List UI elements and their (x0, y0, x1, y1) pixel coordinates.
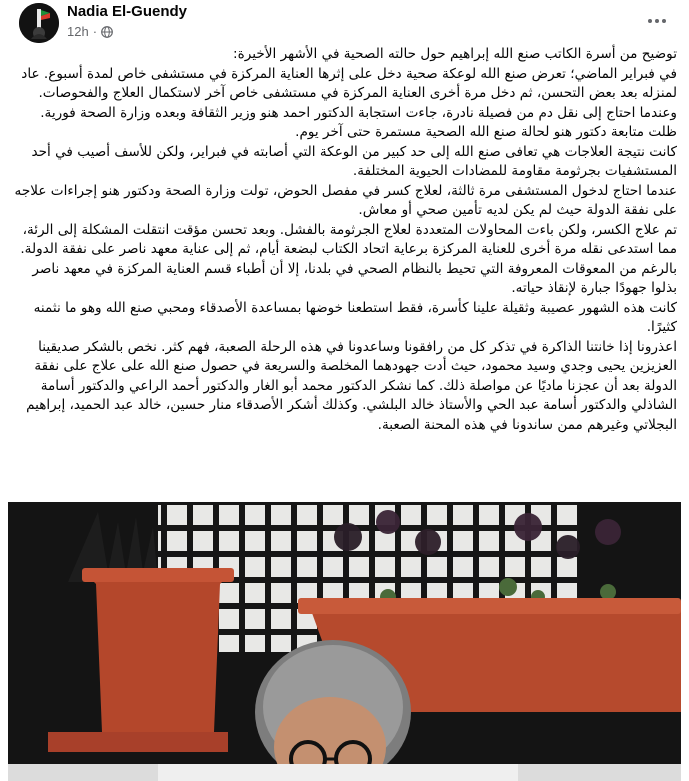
post-paragraph: كانت نتيجة العلاجات هي تعافى صنع الله إلى حد كبير من الوعكة التي أصابته في فبراير، ولكن للأسف أصيب في أحد المستشفيات بجرثومة مقاومة للمضادات الحيوية المختلفة. (31, 143, 677, 179)
post-paragraph: في فبراير الماضي؛ تعرض صنع الله لوعكة صحية دخل على إثرها العناية المركزة في مستشفى خاص لمدة أسبوع. عاد لمنزله بعد بعض التحسن، ثم دخل مرة أخرى العناية المركزة في مستشفى خاص آخر لاستكمال العلاج والفحوصات. (21, 65, 677, 101)
post-paragraph: عندما احتاج لدخول المستشفى مرة ثالثة، لعلاج كسر في مفصل الحوض، تولت وزارة الصحة ودكتور هنو إجراءات علاجه على نفقة الدولة حيث لم يكن لديه تأمين صحي أو معاش. (14, 182, 677, 218)
post-paragraph: بالرغم من المعوقات المعروفة التي تحيط بالنظام الصحي في بلدنا، إلا أن أطباء قسم العناية المركزة في معهد ناصر بذلوا جهودًا جبارة لإنقاذ حياته. (32, 260, 677, 296)
post-photo[interactable] (8, 502, 681, 781)
more-options-icon (662, 19, 666, 23)
post-paragraph: اعذرونا إذا خانتنا الذاكرة في تذكر كل من رافقونا وساعدونا في هذه الرحلة الصعبة، فهم كثر. نخص بالشكر صديقينا العزيزين يحيى وجدي وسيد محمود، حيث أدت جهودهما المخلصة والسريعة في حصول صنع الله على علاج على نفقة الدولة بعد أن عجزنا ماديًا عن مواصلة ذلك. كما نشكر الدكتور محمد أبو الغار والدكتور أحمد الراعي والدكتور أسامة الشاذلي والدكتور أسامة عبد الحي والأستاذ خالد البلشي. وكذلك أشكر الأصدقاء منار حسين، خالد عبد الحميد، إبراهيم البجلاتي وغيرهم ممن ساندونا في هذه المحنة الصعبة. (26, 338, 677, 433)
avatar-image (19, 3, 59, 43)
post-body (10, 45, 677, 435)
post-paragraph: توضيح من أسرة الكاتب صنع الله إبراهيم حول حالته الصحية في الأشهر الأخيرة: (233, 46, 677, 62)
more-options-button[interactable] (641, 8, 673, 34)
photo-image (8, 502, 681, 781)
more-options-icon (648, 19, 652, 23)
post-header (0, 0, 689, 44)
post-timestamp[interactable]: 12h (67, 24, 89, 39)
post-paragraph: وعندما احتاج إلى نقل دم من فصيلة نادرة، جاءت استجابة الدكتور احمد هنو وزير الثقافة وبعده وزارة الصحة فورية. ظلت متابعة دكتور هنو لحالة صنع الله الصحية مستمرة حتى آخر يوم. (40, 104, 677, 140)
post-paragraph: كانت هذه الشهور عصيبة وثقيلة علينا كأسرة، فقط استطعنا خوضها بمساعدة الأصدقاء ومحبي صنع الله وهو ما نثمنه كثيرًا. (33, 299, 677, 335)
author-name[interactable]: Nadia El-Guendy (67, 3, 188, 20)
post-meta (67, 24, 113, 39)
author-avatar[interactable] (19, 3, 59, 43)
post-paragraph: تم علاج الكسر، ولكن باءت المحاولات المتعددة لعلاج الجرثومة بالفشل. وبعد تحسن مؤقت انتقلت المشكلة إلى الرئة، مما استدعى نقله مرة أخرى للعناية المركزة برعاية اتحاد الكتاب لبضعة أيام، ثم إلى عناية معهد ناصر على نفقة الدولة. (20, 221, 677, 257)
meta-separator: · (92, 24, 98, 39)
more-options-icon (655, 19, 659, 23)
globe-icon[interactable] (101, 26, 113, 38)
